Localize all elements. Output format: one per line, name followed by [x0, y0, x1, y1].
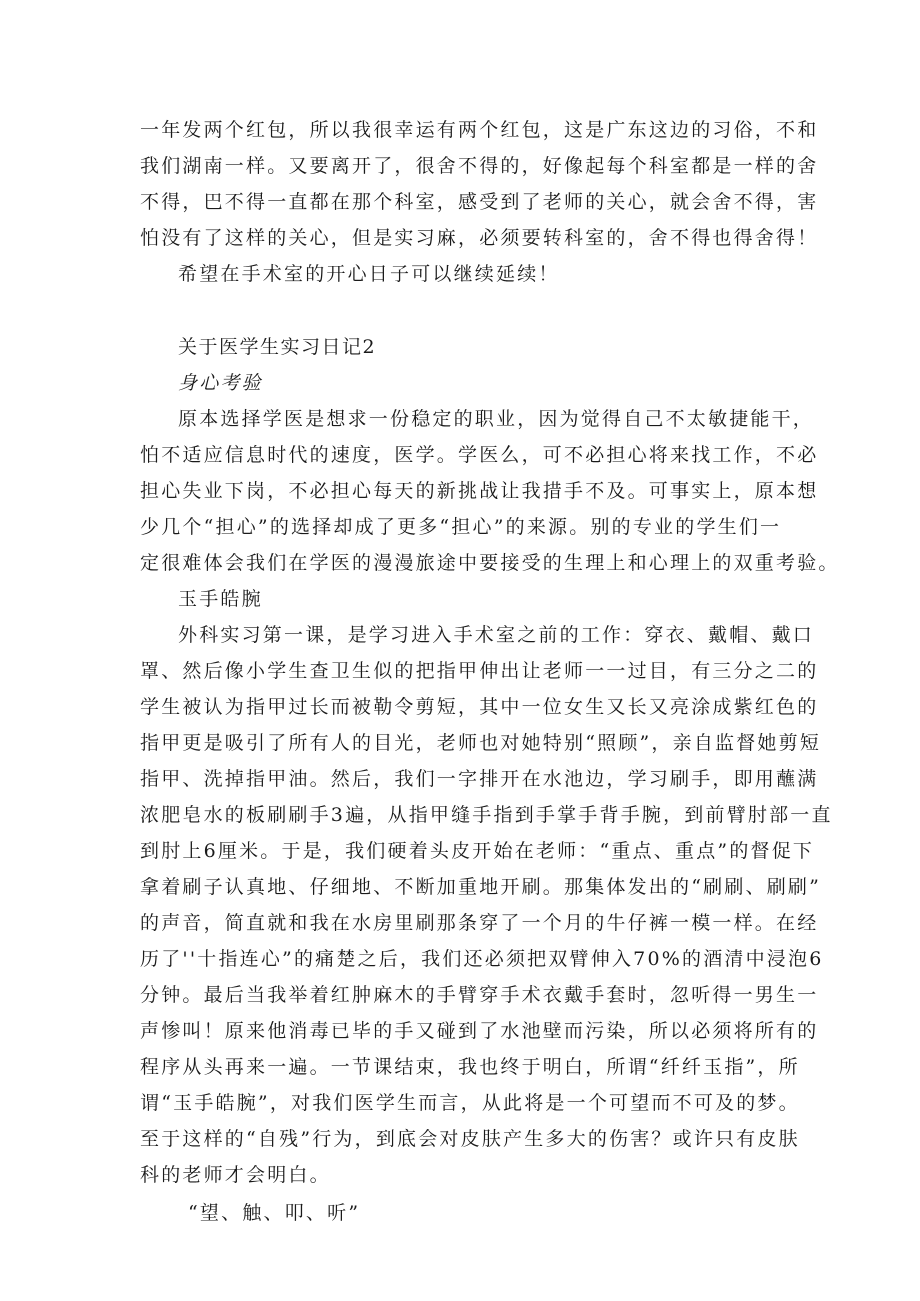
paragraph-line: 罩、然后像小学生查卫生似的把指甲伸出让老师一一过目，有三分之二的 [140, 660, 819, 682]
paragraph-line: 指甲更是吸引了所有人的目光，老师也对她特别“照顾”，亲自监督她剪短 [140, 732, 822, 754]
paragraph-line: 程序从头再来一遍。一节课结束，我也终于明白，所谓“纤纤玉指”，所 [140, 1056, 800, 1078]
subtitle-body-and-mind: 身心考验 [178, 372, 263, 394]
paragraph-line: 声惨叫！原来他消毒已毕的手又碰到了水池壁而污染，所以必须将所有的 [140, 1020, 819, 1042]
paragraph-line: 少几个“担心”的选择却成了更多“担心”的来源。别的专业的学生们一 [140, 516, 782, 538]
paragraph-line: 怕不适应信息时代的速度，医学。学医么，可不必担心将来找工作，不必 [140, 444, 819, 466]
section-title: 关于医学生实习日记2 [178, 336, 377, 358]
paragraph-line: 至于这样的“自残”行为，到底会对皮肤产生多大的伤害？或许只有皮肤 [140, 1128, 800, 1150]
paragraph-line: 科的老师才会明白。 [140, 1164, 331, 1186]
paragraph-line: 谓“玉手皓腕”，对我们医学生而言，从此将是一个可望而不可及的梦。 [140, 1092, 800, 1114]
paragraph-line: 指甲、洗掉指甲油。然后，我们一字排开在水池边，学习刷手，即用蘸满 [140, 768, 819, 790]
paragraph-line: 担心失业下岗，不必担心每天的新挑战让我措手不及。可事实上，原本想 [140, 480, 819, 502]
paragraph-line: 浓肥皂水的板刷刷手3遍，从指甲缝手指到手掌手背手腕，到前臂肘部一直 [140, 804, 833, 826]
paragraph-line: 定很难体会我们在学医的漫漫旅途中要接受的生理上和心理上的双重考验。 [140, 552, 840, 574]
subtitle-inspect-palpate-percuss-listen: “望、触、叩、听” [188, 1202, 361, 1224]
paragraph-line: 到肘上6厘米。于是，我们硬着头皮开始在老师：“重点、重点”的督促下 [140, 840, 815, 862]
paragraph-line: 分钟。最后当我举着红肿麻木的手臂穿手术衣戴手套时，忽听得一男生一 [140, 984, 819, 1006]
paragraph-line: 原本选择学医是想求一份稳定的职业，因为觉得自己不太敏捷能干， [178, 408, 815, 430]
paragraph-line: 学生被认为指甲过长而被勒令剪短，其中一位女生又长又亮涂成紫红色的 [140, 696, 819, 718]
closing-paragraph: 希望在手术室的开心日子可以继续延续！ [178, 263, 560, 285]
paragraph-line: 历了''十指连心”的痛楚之后，我们还必须把双臂伸入70%的酒清中浸泡6 [140, 948, 824, 970]
paragraph-line: 拿着刷子认真地、仔细地、不断加重地开刷。那集体发出的“刷刷、刷刷” [140, 876, 822, 898]
subtitle-jade-hands: 玉手皓腕 [178, 588, 263, 610]
paragraph-line: 外科实习第一课，是学习进入手术室之前的工作：穿衣、戴帽、戴口 [178, 624, 815, 646]
paragraph-line: 一年发两个红包，所以我很幸运有两个红包，这是广东这边的习俗，不和 [140, 119, 819, 141]
paragraph-line: 不得，巴不得一直都在那个科室，感受到了老师的关心，就会舍不得，害 [140, 191, 819, 213]
paragraph-line: 怕没有了这样的关心，但是实习麻，必须要转科室的，舍不得也得舍得！ [140, 227, 819, 249]
paragraph-line: 的声音，简直就和我在水房里刷那条穿了一个月的牛仔裤一模一样。在经 [140, 912, 819, 934]
paragraph-line: 我们湖南一样。又要离开了，很舍不得的，好像起每个科室都是一样的舍 [140, 155, 819, 177]
